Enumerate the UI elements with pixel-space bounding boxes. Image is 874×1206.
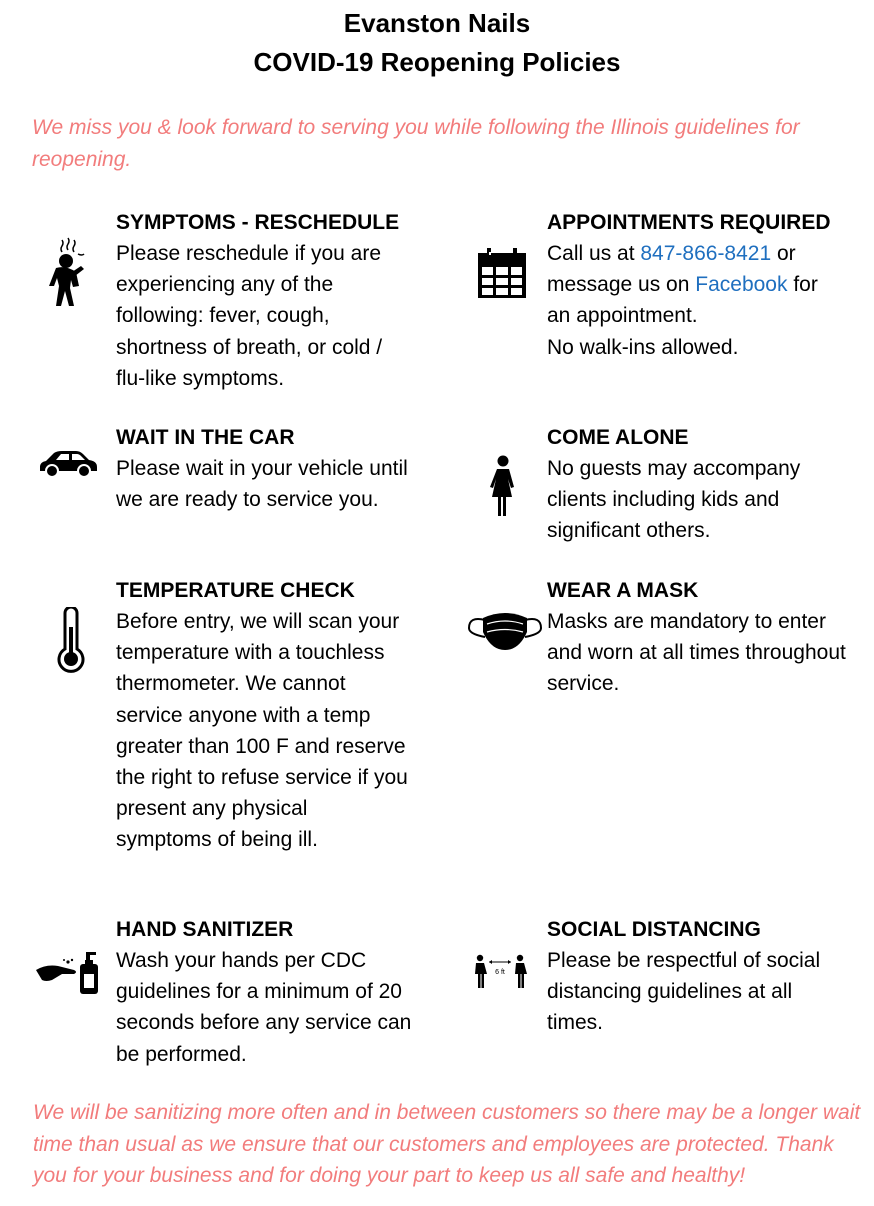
policy-title: WAIT IN THE CAR [116, 426, 295, 449]
policy-text: Please wait in your vehicle until we are ready to service you. [116, 457, 408, 512]
policy-title: WEAR A MASK [547, 579, 699, 602]
policy-social-distancing [547, 914, 847, 1039]
face-mask-icon [467, 610, 543, 652]
policy-text: Please be respectful of social distancing guidelines at all times. [547, 949, 821, 1035]
policy-temperature [116, 575, 416, 856]
policy-text: Before entry, we will scan your temperature with a touchless thermometer. We cannot service anyone with a temp greater than 100 F and reserve the right to refuse service if you present any physical symptoms of being ill. [116, 610, 408, 852]
policy-text: Masks are mandatory to enter and worn at all times throughout service. [547, 610, 846, 696]
facebook-link[interactable]: Facebook [695, 273, 788, 297]
policy-title: COME ALONE [547, 426, 689, 449]
policy-come-alone [547, 422, 847, 547]
policy-symptoms [116, 207, 416, 394]
policy-title: SOCIAL DISTANCING [547, 918, 761, 941]
policy-appointments [547, 207, 847, 363]
text-segment: for an appointment. [547, 273, 818, 328]
policy-text: Please reschedule if you are experiencing any of the following: fever, cough, shortness of breath, or cold / flu-like symptoms. [116, 242, 383, 390]
policy-text: No guests may accompany clients including kids and significant others. [547, 457, 801, 543]
policy-text: Wash your hands per CDC guidelines for a minimum of 20 seconds before any service can be performed. [116, 949, 412, 1066]
person-icon [488, 455, 518, 517]
social-distancing-icon [470, 954, 530, 990]
thermometer-icon [55, 607, 87, 673]
policy-hand-sanitizer [116, 914, 416, 1070]
footer-message: We will be sanitizing more often and in between customers so there may be a longer wait time than usual as we ensure that our customers and employees are protected. Thank you for your business and for doing your part to keep us all safe and healthy! [33, 1101, 861, 1187]
phone-link[interactable]: 847-866-8421 [640, 242, 772, 265]
calendar-icon [475, 246, 529, 300]
distance-label: 6 ft [495, 969, 505, 976]
policy-mask [547, 575, 847, 700]
policy-wait-in-car [116, 422, 416, 515]
policy-title: TEMPERATURE CHECK [116, 579, 355, 602]
text-segment: Call us at [547, 242, 641, 265]
policy-title: HAND SANITIZER [116, 918, 294, 941]
text-segment: No walk-ins allowed. [547, 335, 739, 359]
policy-title: SYMPTOMS - RESCHEDULE [116, 211, 400, 234]
text-segment: or message us on [547, 242, 796, 297]
hand-sanitizer-icon [36, 948, 100, 998]
policy-title: APPOINTMENTS REQUIRED [547, 211, 831, 234]
intro-message: We miss you & look forward to serving you while following the Illinois guidelines for reopening. [32, 116, 800, 171]
car-icon [38, 449, 98, 479]
page-title: COVID-19 Reopening Policies [253, 47, 621, 77]
sick-person-icon [44, 236, 90, 310]
business-name: Evanston Nails [343, 8, 531, 38]
policy-text [547, 238, 847, 363]
